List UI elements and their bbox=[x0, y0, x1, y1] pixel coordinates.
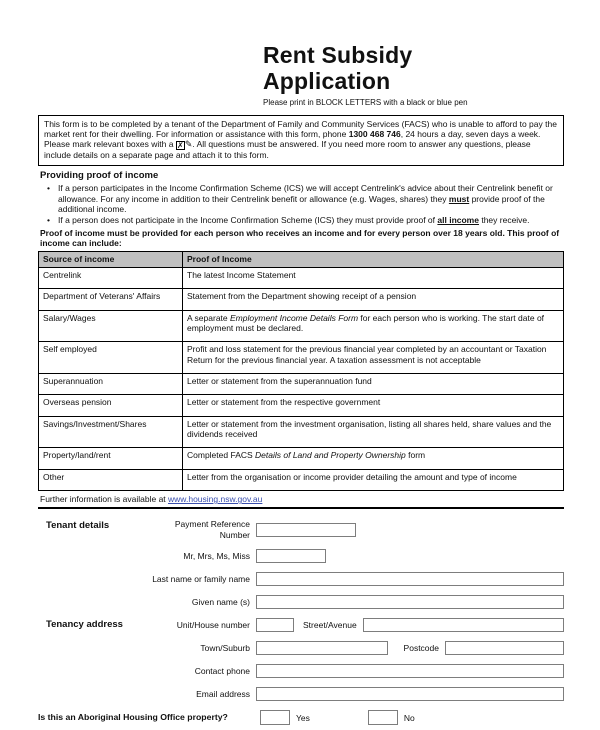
section-spacer bbox=[38, 687, 150, 688]
field-row-payment-reference bbox=[38, 519, 564, 540]
no-label: No bbox=[403, 712, 415, 723]
field-row-town-postcode bbox=[38, 641, 564, 655]
section-label-tenancy-address: Tenancy address bbox=[46, 619, 123, 631]
source-cell: Salary/Wages bbox=[39, 310, 183, 342]
field-row-unit-street bbox=[38, 618, 564, 632]
proof-cell bbox=[183, 469, 564, 490]
section-label-tenant-details: Tenant details bbox=[46, 520, 110, 532]
bullet-emphasis: all income bbox=[437, 215, 479, 226]
source-cell: Savings/Investment/Shares bbox=[39, 416, 183, 448]
section-divider bbox=[38, 507, 564, 509]
field-row-last-name bbox=[38, 572, 564, 586]
bullet-text: they receive. bbox=[478, 215, 530, 226]
bullet-item bbox=[38, 215, 564, 225]
proof-text-italic: Details of Land and Property Ownership bbox=[255, 450, 406, 461]
intro-box bbox=[38, 115, 564, 166]
field-label-email: Email address bbox=[196, 689, 250, 699]
marked-checkbox-icon: ✗ bbox=[176, 141, 184, 151]
yes-checkbox[interactable] bbox=[260, 710, 290, 725]
field-row-given-name bbox=[38, 595, 564, 609]
field-row-aboriginal-question bbox=[38, 710, 564, 725]
bullet-text: If a person does not participate in the Income Confirmation Scheme (ICS) they must provide proof of bbox=[58, 215, 438, 226]
field-label-last-name: Last name or family name bbox=[152, 574, 250, 584]
proof-cell bbox=[183, 310, 564, 342]
proof-bullet-list bbox=[38, 183, 564, 225]
field-label-unit-number: Unit/House number bbox=[176, 620, 250, 630]
proof-cell bbox=[183, 416, 564, 448]
intro-text: . All questions must be answered. If you need more room to answer any questions, please include details on a separate page and attach it to this form. bbox=[44, 139, 531, 161]
street-input[interactable] bbox=[363, 618, 564, 632]
town-input[interactable] bbox=[256, 641, 388, 655]
proof-text: form bbox=[405, 450, 426, 461]
intro-paragraph-1 bbox=[44, 119, 558, 140]
field-label-street: Street/Avenue bbox=[303, 620, 357, 630]
field-row-title bbox=[38, 549, 564, 563]
proof-text: Letter or statement from the respective government bbox=[187, 397, 381, 408]
phone-number: 1300 468 746 bbox=[348, 128, 401, 139]
table-header-source: Source of income bbox=[39, 252, 183, 267]
section-spacer bbox=[38, 664, 150, 665]
proof-text: Letter or statement from the investment organisation, listing all shares held, share values and the dividends received bbox=[187, 418, 552, 440]
source-cell: Overseas pension bbox=[39, 395, 183, 416]
unit-number-input[interactable] bbox=[256, 618, 294, 632]
intro-text: This form is to be completed by a tenant of the Department of Family and Community Services (FACS) who is unable to afford to pay the market rent for their dwelling. For information or assistance with this form, phone bbox=[44, 118, 557, 139]
proof-text: Statement from the Department showing receipt of a pension bbox=[187, 291, 417, 302]
table-header-row bbox=[39, 252, 564, 267]
given-name-input[interactable] bbox=[256, 595, 564, 609]
intro-text: , 24 hours a day, seven days a week. bbox=[400, 128, 541, 139]
bullet-item bbox=[38, 183, 564, 214]
proof-cell bbox=[183, 395, 564, 416]
field-row-email bbox=[38, 687, 564, 701]
last-name-input[interactable] bbox=[256, 572, 564, 586]
contact-phone-input[interactable] bbox=[256, 664, 564, 678]
intro-paragraph-2 bbox=[44, 139, 558, 160]
further-info bbox=[40, 494, 564, 504]
table-header-proof: Proof of Income bbox=[183, 252, 564, 267]
bullet-emphasis: must bbox=[448, 193, 470, 204]
payment-reference-input[interactable] bbox=[256, 523, 356, 537]
proof-text-italic: Employment Income Details Form bbox=[230, 312, 359, 323]
proof-of-income-heading: Providing proof of income bbox=[40, 169, 159, 181]
email-input[interactable] bbox=[256, 687, 564, 701]
table-row bbox=[39, 289, 564, 310]
no-checkbox[interactable] bbox=[368, 710, 398, 725]
table-row bbox=[39, 310, 564, 342]
table-row bbox=[39, 267, 564, 288]
section-spacer bbox=[38, 595, 150, 596]
table-row bbox=[39, 448, 564, 469]
proof-cell bbox=[183, 448, 564, 469]
proof-note: Proof of income must be provided for each person who receives an income and for every person over 18 years old. This proof of income can include: bbox=[40, 227, 560, 249]
page-title bbox=[263, 42, 564, 95]
table-row bbox=[39, 373, 564, 394]
proof-cell bbox=[183, 267, 564, 288]
housing-link[interactable]: www.housing.nsw.gov.au bbox=[168, 494, 263, 505]
yes-label: Yes bbox=[296, 712, 310, 723]
field-label-title: Mr, Mrs, Ms, Miss bbox=[183, 551, 250, 561]
title-input[interactable] bbox=[256, 549, 326, 563]
further-info-text: Further information is available at bbox=[40, 494, 169, 505]
source-cell: Self employed bbox=[39, 342, 183, 374]
intro-text: Please mark relevant boxes with a bbox=[44, 139, 176, 150]
aboriginal-question: Is this an Aboriginal Housing Office property? bbox=[38, 712, 228, 723]
pen-icon: ✎ bbox=[184, 139, 193, 150]
proof-cell bbox=[183, 289, 564, 310]
proof-text: Completed FACS bbox=[187, 450, 256, 461]
section-spacer bbox=[38, 572, 150, 573]
proof-text: A separate bbox=[187, 312, 231, 323]
table-row bbox=[39, 416, 564, 448]
table-row bbox=[39, 395, 564, 416]
proof-text: for each person who is working. The start date of employment must be declared. bbox=[187, 312, 545, 333]
table-row bbox=[39, 342, 564, 374]
field-label-payment-reference: Payment Reference Number bbox=[174, 519, 250, 540]
proof-cell bbox=[183, 373, 564, 394]
proof-text: Letter from the organisation or income provider detailing the amount and type of income bbox=[187, 471, 517, 482]
bullet-text: provide proof of the additional income. bbox=[58, 193, 545, 214]
postcode-input[interactable] bbox=[445, 641, 564, 655]
section-spacer bbox=[38, 549, 150, 550]
field-label-contact-phone: Contact phone bbox=[194, 666, 250, 676]
source-cell: Property/land/rent bbox=[39, 448, 183, 469]
section-spacer bbox=[38, 641, 150, 642]
source-cell: Superannuation bbox=[39, 373, 183, 394]
title-block bbox=[263, 42, 564, 108]
field-label-town: Town/Suburb bbox=[200, 643, 250, 653]
field-label-given-name: Given name (s) bbox=[191, 597, 250, 607]
source-cell: Other bbox=[39, 469, 183, 490]
field-row-contact-phone bbox=[38, 664, 564, 678]
field-label-postcode: Postcode bbox=[403, 643, 439, 653]
proof-text: Letter or statement from the superannuation fund bbox=[187, 375, 372, 386]
table-row bbox=[39, 469, 564, 490]
income-table bbox=[38, 251, 564, 491]
page-title-line1: Rent Subsidy bbox=[263, 42, 413, 68]
page-title-line2: Application bbox=[263, 68, 391, 95]
source-cell: Centrelink bbox=[39, 267, 183, 288]
proof-text: Profit and loss statement for the previous financial year completed by an accountant or Taxation Return for the previous financial year. A taxation assessment is not acceptable bbox=[187, 344, 547, 365]
proof-cell bbox=[183, 342, 564, 374]
bullet-text: If a person participates in the Income Confirmation Scheme (ICS) we will accept Centrelink's advice about their Centrelink benefit or allowance. For any income in addition to their Centrelink benefit or allowance (e.g. Wages, shares) they bbox=[58, 183, 553, 204]
page-subtitle: Please print in BLOCK LETTERS with a black or blue pen bbox=[263, 97, 468, 107]
proof-text: The latest Income Statement bbox=[187, 269, 296, 280]
source-cell: Department of Veterans' Affairs bbox=[39, 289, 183, 310]
